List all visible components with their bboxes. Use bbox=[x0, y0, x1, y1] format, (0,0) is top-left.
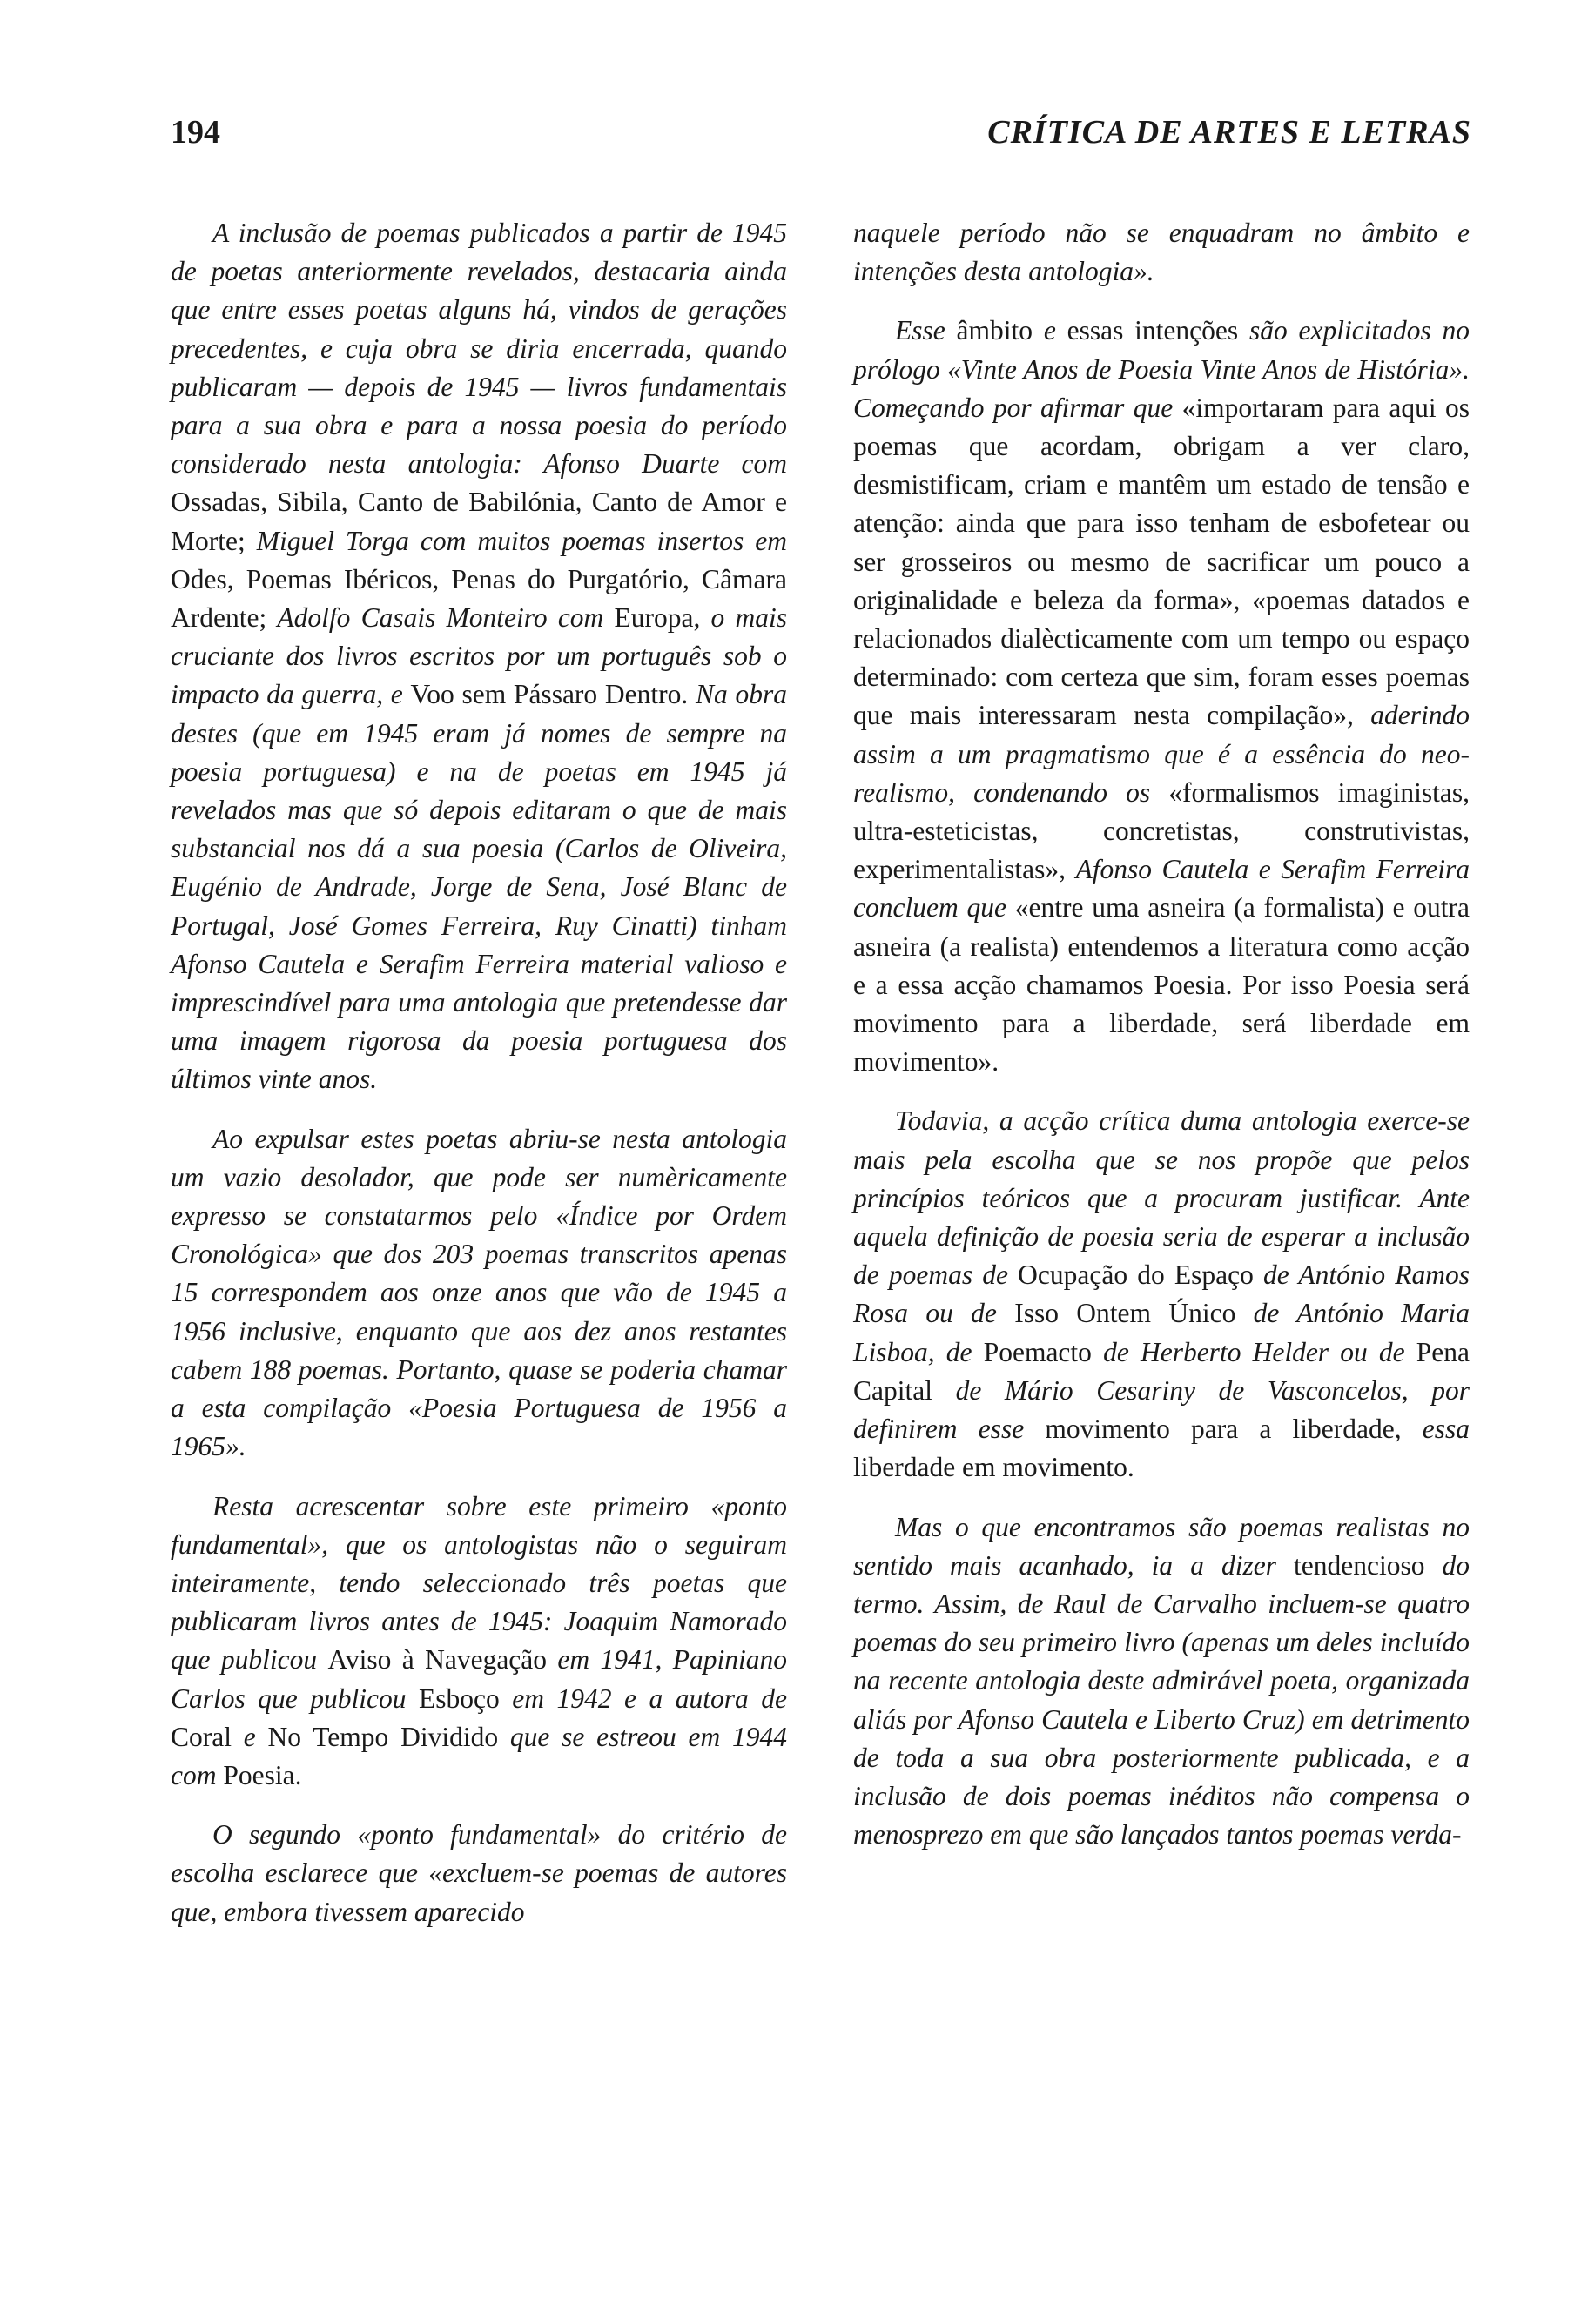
paragraph bbox=[171, 1816, 787, 1931]
text-run: Mas o que encontramos são poemas realistas no sentido mais acanhado, ia a dizer bbox=[853, 1511, 1470, 1581]
text-run: «importaram para aqui os poemas que acordam, obrigam a ver claro, desmistificam, criam e mantêm um estado de tensão e atenção: ainda que para isso tenham de esbofetear ou ser grosseiros ou mesmo de sacrificar um pouco a originalidade e beleza da forma», «poemas datados e relacionados dialècticamente com um tempo ou espaço determinado: com certeza que sim, foram esses poemas que mais interessaram nesta compilação», bbox=[853, 392, 1470, 731]
left-column bbox=[171, 214, 787, 1947]
text-run: A inclusão de poemas publicados a partir de 1945 de poetas anteriormente revelados, destacaria ainda que entre esses poetas alguns há, vindos de gerações precedentes, e cuja obra se diria encerrada, quando publicaram — depois de 1945 — livros fundamentais para a sua obra e para a nossa poesia do período considerado nesta antologia: Afonso Duarte com bbox=[171, 218, 787, 480]
page-number: 194 bbox=[171, 114, 220, 151]
text-run: Isso Ontem Único bbox=[1014, 1298, 1254, 1329]
text-run: de Mário Cesariny de Vasconcelos, por definirem esse bbox=[853, 1374, 1470, 1445]
right-column bbox=[853, 214, 1470, 1870]
paragraph bbox=[853, 1102, 1470, 1487]
text-run: Ao expulsar estes poetas abriu-se nesta antologia um vazio desolador, que pode ser numèricamente expresso se constatarmos pelo «Índice por Ordem Cronológica» que dos 203 poemas transcritos apenas 15 correspondem aos onze anos que vão de 1945 a 1956 inclusive, enquanto que aos dez anos restantes cabem 188 poemas. Portanto, quase se poderia chamar a esta compilação «Poesia Portuguesa de 1956 a 1965». bbox=[171, 1123, 787, 1462]
paragraph bbox=[853, 312, 1470, 1081]
text-run: Voo sem Pássaro Dentro. bbox=[410, 679, 696, 710]
text-run: Poesia. bbox=[223, 1759, 302, 1790]
text-run: naquele período não se enquadram no âmbito e intenções desta antologia». bbox=[853, 218, 1470, 287]
running-head: CRÍTICA DE ARTES E LETRAS bbox=[987, 114, 1471, 151]
text-run: em 1941, Papiniano Carlos que publicou bbox=[171, 1644, 788, 1714]
text-run: e bbox=[1043, 315, 1067, 346]
text-run: Afonso Cautela e Serafim Ferreira concluem que bbox=[853, 854, 1470, 924]
text-run: No Tempo Dividido bbox=[267, 1721, 510, 1752]
text-run: Poemacto bbox=[983, 1336, 1104, 1367]
text-run: Coral bbox=[171, 1721, 244, 1752]
text-run: em 1942 e a autora de bbox=[512, 1683, 788, 1714]
paragraph bbox=[171, 1120, 787, 1467]
text-run: aderindo assim a um pragmatismo que é a essência do neo-realismo, condenando os bbox=[853, 700, 1470, 808]
paragraph bbox=[853, 1508, 1470, 1855]
text-run: Esse bbox=[895, 315, 957, 346]
text-run: de António Maria Lisboa, de bbox=[853, 1298, 1470, 1367]
text-run: Resta acrescentar sobre este primeiro «ponto fundamental», que os antologistas não o seguiram inteiramente, tendo seleccionado três poetas que publicaram livros antes de 1945: Joaquim Namorado que publicou bbox=[171, 1490, 787, 1676]
text-run: Adolfo Casais Monteiro com bbox=[277, 602, 615, 634]
text-run: do termo. Assim, de Raul de Carvalho incluem-se quatro poemas do seu primeiro livro (apenas um deles incluído na recente antologia deste admirável poeta, organizada aliás por Afonso Cautela e Liberto Cruz) em detrimento de toda a sua obra posteriormente publicada, e a inclusão de dois poemas inéditos não compensa o menosprezo em que são lançados tantos poemas verda- bbox=[853, 1549, 1470, 1850]
text-run: Odes, Poemas Ibéricos, Penas do Purgatório, Câmara Ardente; bbox=[171, 563, 787, 634]
text-run: Europa, bbox=[614, 602, 711, 634]
text-run: âmbito bbox=[956, 315, 1044, 346]
paragraph bbox=[171, 214, 787, 1099]
text-run: movimento para a liberdade, bbox=[1045, 1414, 1423, 1445]
paragraph bbox=[171, 1488, 787, 1796]
text-run: são explicitados no prólogo «Vinte Anos de Poesia Vinte Anos de História». Começando por afirmar que bbox=[853, 315, 1470, 423]
text-run: de António Ramos Rosa ou de bbox=[853, 1259, 1470, 1329]
paragraph bbox=[853, 214, 1470, 291]
text-run: «formalismos imaginistas, ultra-esteticistas, concretistas, construtivistas, experimentalistas», bbox=[853, 776, 1470, 885]
page-header bbox=[171, 113, 1471, 151]
text-run: intenções bbox=[1134, 315, 1249, 346]
text-run: o mais cruciante dos livros escritos por um português sob o impacto da guerra, e bbox=[171, 602, 787, 710]
text-run: Miguel Torga com muitos poemas insertos em bbox=[256, 525, 787, 556]
text-run: Pena Capital bbox=[853, 1336, 1470, 1406]
text-run: de Herberto Helder ou de bbox=[1103, 1336, 1416, 1367]
text-run: essa bbox=[1422, 1414, 1470, 1445]
text-run: «entre uma asneira (a formalista) e outra asneira (a realista) entendemos a literatura como acção e a essa acção chamamos Poesia. Por isso Poesia será movimento para a liberdade, será liberdade em movimento». bbox=[853, 892, 1470, 1078]
text-run: Ocupação do Espaço bbox=[1018, 1259, 1264, 1291]
text-run: O segundo «ponto fundamental» do critério de escolha esclarece que «excluem-se poemas de autores que, embora tivessem aparecido bbox=[171, 1819, 787, 1927]
text-run: Esboço bbox=[419, 1683, 513, 1714]
text-run: essas bbox=[1067, 315, 1135, 346]
text-run: liberdade em movimento. bbox=[853, 1452, 1134, 1483]
text-run: e bbox=[243, 1721, 268, 1752]
text-run: Ossadas, Sibila, Canto de Babilónia, Canto de Amor e Morte; bbox=[171, 487, 787, 556]
text-run: Todavia, a acção crítica duma antologia exerce-se mais pela escolha que se nos propõe que pelos princípios teóricos que a procuram justificar. Ante aquela definição de poesia seria de esperar a inclusão de poemas de bbox=[853, 1105, 1470, 1291]
text-run: tendencioso bbox=[1294, 1549, 1443, 1581]
text-run: que se estreou em 1944 com bbox=[171, 1721, 788, 1790]
text-run: Na obra destes (que em 1945 eram já nomes de sempre na poesia portuguesa) e na de poetas em 1945 já revelados mas que só depois editaram o que de mais substancial nos dá a sua poesia (Carlos de Oliveira, Eugénio de Andrade, Jorge de Sena, José Blanc de Portugal, José Gomes Ferreira, Ruy Cinatti) tinham Afonso Cautela e Serafim Ferreira material valioso e imprescindível para uma antologia que pretendesse dar uma imagem rigorosa da poesia portuguesa dos últimos vinte anos. bbox=[171, 679, 787, 1095]
text-run: Aviso à Navegação bbox=[327, 1644, 558, 1676]
